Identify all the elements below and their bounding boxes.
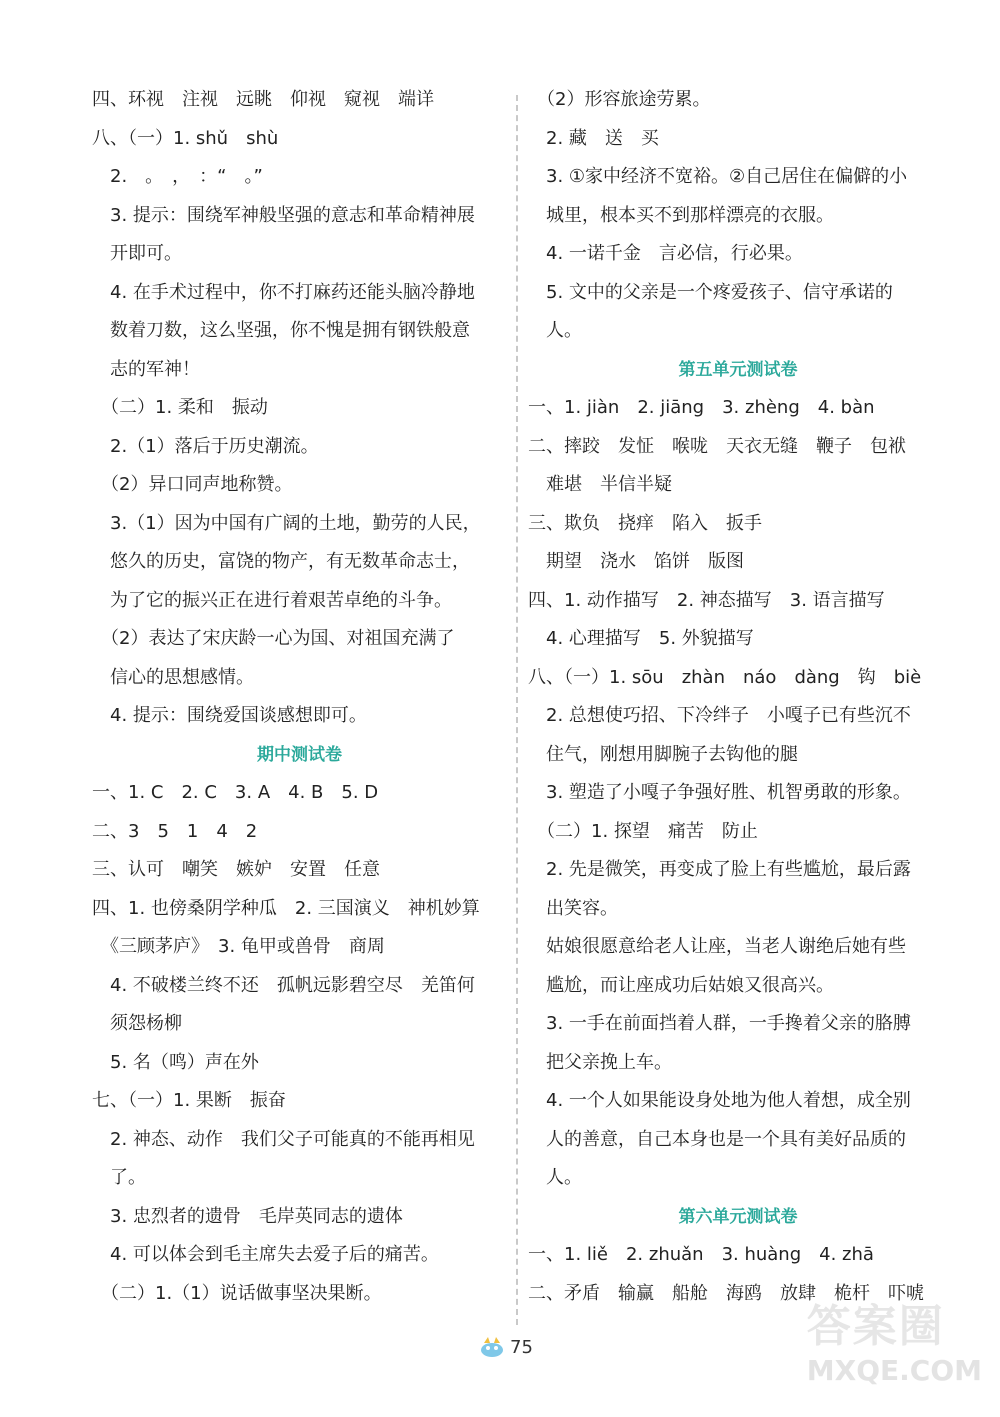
text-line: 难堪 半信半疑	[528, 474, 672, 495]
text-line: 人。	[528, 1167, 582, 1188]
text-line: 住气，刚想用脚腕子去钩他的腿	[528, 743, 798, 765]
text-line: 姑娘很愿意给老人让座，当老人谢绝后她有些	[528, 936, 906, 957]
text-line: 人的善意，自己本身也是一个具有美好品质的	[528, 1128, 906, 1150]
text-line: 四、1. 也傍桑阴学种瓜 2. 三国演义 神机妙算	[92, 897, 480, 919]
right-column	[528, 88, 948, 1320]
text-line: 七、（一）1. 果断 振奋	[92, 1090, 286, 1111]
text-line: 4. 在手术过程中，你不打麻药还能头脑冷静地	[92, 281, 475, 303]
text-line: 须怨杨柳	[92, 1013, 182, 1034]
text-line: 4. 一个人如果能设身处地为他人着想，成全别	[528, 1090, 911, 1111]
text-line: 三、欺负 挠痒 陷入 扳手	[528, 512, 762, 534]
text-line: （二）1. 探望 痛苦 防止	[528, 820, 758, 842]
text-line: 3. 提示：围绕军神般坚强的意志和革命精神展	[92, 204, 475, 226]
page-number-text: 75	[510, 1336, 533, 1358]
text-line: 一、1. jiàn 2. jiāng 3. zhèng 4. bàn	[528, 397, 875, 418]
watermark-url: MXQE.COM	[806, 1354, 982, 1387]
text-line: 2. 藏 送 买	[528, 127, 659, 149]
section-title: 第五单元测试卷	[678, 359, 798, 380]
watermark-logo: 答案圈	[806, 1301, 945, 1352]
text-line: 4. 提示：围绕爱国谈感想即可。	[92, 705, 367, 726]
text-line: 2. 总想使巧招、下冷绊子 小嘎子已有些沉不	[528, 705, 911, 726]
section-title: 期中测试卷	[257, 744, 342, 765]
left-column	[92, 88, 507, 1320]
text-line: 把父亲挽上车。	[528, 1051, 672, 1073]
text-line: （二）1. 柔和 振动	[92, 397, 268, 418]
page-number	[478, 1335, 533, 1359]
text-line: 《三顾茅庐》 3. 龟甲或兽骨 商周	[92, 936, 385, 957]
text-line: 3. 一手在前面挡着人群，一手搀着父亲的胳膊	[528, 1013, 911, 1034]
text-line: 四、1. 动作描写 2. 神态描写 3. 语言描写	[528, 589, 885, 611]
text-line: 为了它的振兴正在进行着艰苦卓绝的斗争。	[92, 589, 452, 611]
text-line: 4. 可以体会到毛主席失去爱子后的痛苦。	[92, 1244, 439, 1265]
text-line: 2. 神态、动作 我们父子可能真的不能再相见	[92, 1128, 475, 1150]
text-line: 志的军神！	[92, 358, 200, 380]
text-line: （2）形容旅途劳累。	[528, 89, 711, 110]
text-line: 人。	[528, 320, 582, 341]
text-line: 悠久的历史，富饶的物产，有无数革命志士，	[92, 551, 470, 572]
column-divider	[516, 95, 518, 1325]
watermark	[807, 1290, 982, 1387]
text-line: 四、环视 注视 远眺 仰视 窥视 端详	[92, 89, 434, 110]
text-line: 二、3 5 1 4 2	[92, 820, 258, 842]
text-line: 了。	[92, 1167, 146, 1188]
text-line: 三、认可 嘲笑 嫉妒 安置 任意	[92, 859, 380, 880]
text-line: 2.（1）落后于历史潮流。	[92, 435, 319, 457]
text-line: 4. 心理描写 5. 外貌描写	[528, 628, 754, 649]
text-line: 3.（1）因为中国有广阔的土地，勤劳的人民，	[92, 512, 481, 534]
text-line: 3. ①家中经济不宽裕。②自己居住在偏僻的小	[528, 166, 908, 187]
text-line: 城里，根本买不到那样漂亮的衣服。	[528, 204, 834, 226]
text-line: 数着刀数，这么坚强，你不愧是拥有钢铁般意	[92, 320, 470, 341]
text-line: （2）异口同声地称赞。	[92, 474, 293, 495]
text-line: 一、1. C 2. C 3. A 4. B 5. D	[92, 782, 379, 803]
text-line: 3. 塑造了小嘎子争强好胜、机智勇敢的形象。	[528, 782, 911, 803]
section-title: 第六单元测试卷	[678, 1206, 798, 1227]
text-line: （二）1.（1）说话做事坚决果断。	[92, 1282, 382, 1304]
text-line: 二、摔跤 发怔 喉咙 天衣无缝 鞭子 包袱	[528, 435, 906, 457]
text-line: 八、（一）1. sōu zhàn náo dàng 钩 biè	[528, 666, 922, 688]
text-line: 5. 名（鸣）声在外	[92, 1051, 259, 1073]
text-line: 期望 浇水 馅饼 版图	[528, 551, 744, 572]
text-line: 2. 先是微笑，再变成了脸上有些尴尬，最后露	[528, 859, 911, 880]
text-line: 开即可。	[92, 243, 182, 264]
text-line: 4. 不破楼兰终不还 孤帆远影碧空尽 羌笛何	[92, 974, 475, 996]
text-line: 尴尬，而让座成功后姑娘又很高兴。	[528, 974, 834, 996]
text-line: 八、（一）1. shǔ shù	[92, 127, 279, 149]
text-line: 4. 一诺千金 言必信，行必果。	[528, 243, 803, 264]
text-line: （2）表达了宋庆龄一心为国、对祖国充满了	[92, 628, 455, 649]
mascot-icon	[478, 1335, 506, 1359]
text-line: 二、矛盾 输赢 船舱 海鸥 放肆 桅杆 吓唬	[528, 1282, 924, 1304]
text-line: 2. 。 ， ：“ 。”	[92, 166, 263, 187]
text-line: 5. 文中的父亲是一个疼爱孩子、信守承诺的	[528, 281, 893, 303]
text-line: 3. 忠烈者的遗骨 毛岸英同志的遗体	[92, 1205, 403, 1227]
text-line: 信心的思想感情。	[92, 666, 254, 688]
text-line: 出笑容。	[528, 897, 618, 919]
text-line: 一、1. liě 2. zhuǎn 3. huàng 4. zhā	[528, 1244, 874, 1265]
